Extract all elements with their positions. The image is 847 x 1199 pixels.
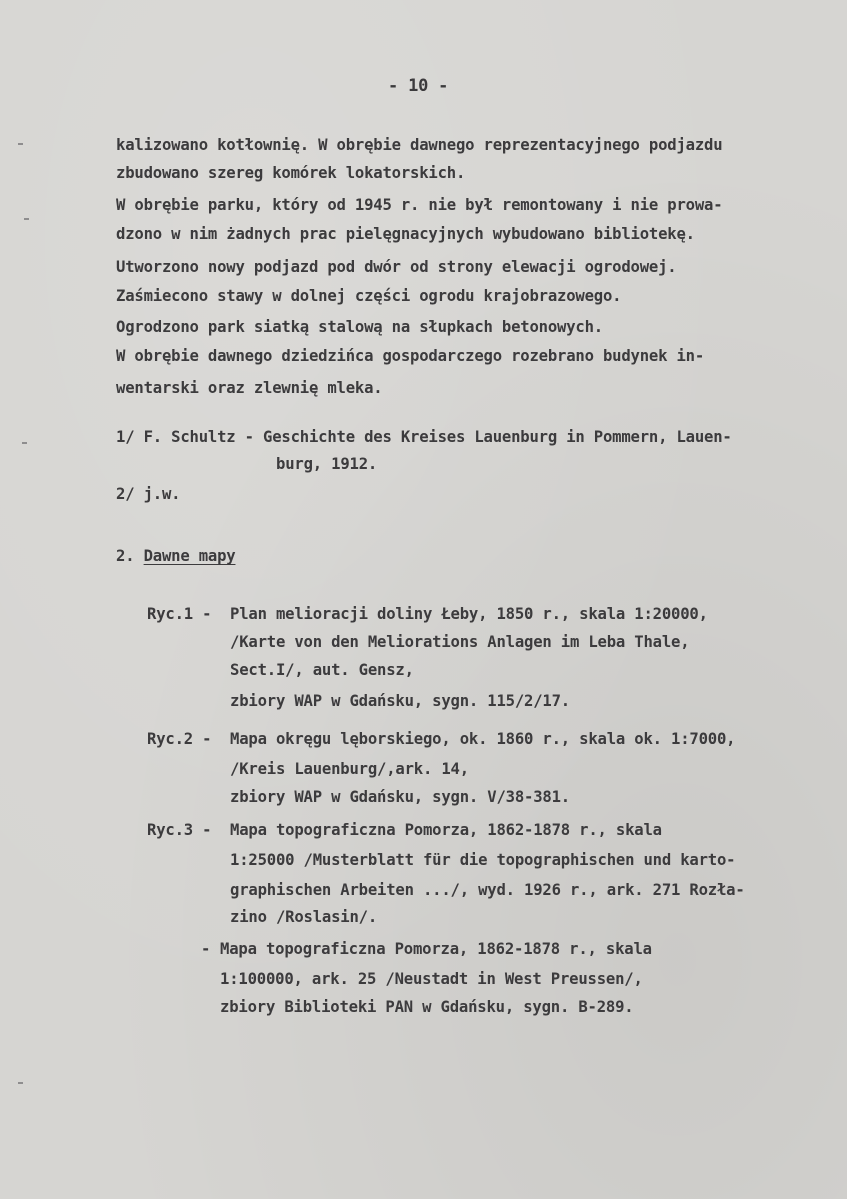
margin-mark: [22, 442, 27, 444]
map-line: zino /Roslasin/.: [230, 908, 378, 926]
map-line: graphischen Arbeiten .../, wyd. 1926 r., ark. 271 Rozła-: [230, 881, 745, 899]
footnote-line: burg, 1912.: [276, 455, 378, 473]
map-line: zbiory WAP w Gdańsku, sygn. 115/2/17.: [230, 692, 570, 710]
margin-mark: [18, 143, 23, 145]
footnote-line: 1/ F. Schultz - Geschichte des Kreises Lauenburg in Pommern, Lauen-: [116, 428, 732, 446]
section-number: 2.: [116, 547, 135, 565]
map-label: Ryc.1 -: [147, 605, 212, 623]
map-line: zbiory Biblioteki PAN w Gdańsku, sygn. B-289.: [220, 998, 634, 1016]
map-line: zbiory WAP w Gdańsku, sygn. V/38-381.: [230, 788, 570, 806]
map-line: Plan melioracji doliny Łeby, 1850 r., skala 1:20000,: [230, 605, 708, 623]
map-line: /Karte von den Meliorations Anlagen im Leba Thale,: [230, 633, 690, 651]
paragraph-line: Ogrodzono park siatką stalową na słupkach betonowych.: [116, 318, 603, 336]
page-number: - 10 -: [388, 76, 449, 96]
paragraph-line: wentarski oraz zlewnię mleka.: [116, 379, 383, 397]
map-label: Ryc.2 -: [147, 730, 212, 748]
section-heading: [116, 547, 235, 565]
map-label: -: [201, 940, 211, 958]
map-line: 1:25000 /Musterblatt für die topographischen und karto-: [230, 851, 736, 869]
map-line: Mapa topograficzna Pomorza, 1862-1878 r., skala: [230, 821, 662, 839]
section-title: Dawne mapy: [143, 547, 236, 565]
map-label: Ryc.3 -: [147, 821, 212, 839]
paragraph-line: W obrębie dawnego dziedzińca gospodarczego rozebrano budynek in-: [116, 347, 705, 365]
map-line: /Kreis Lauenburg/,ark. 14,: [230, 760, 469, 778]
map-line: Mapa okręgu lęborskiego, ok. 1860 r., skala ok. 1:7000,: [230, 730, 736, 748]
paragraph-line: Zaśmiecono stawy w dolnej części ogrodu krajobrazowego.: [116, 287, 622, 305]
paragraph-line: Utworzono nowy podjazd pod dwór od strony elewacji ogrodowej.: [116, 258, 677, 276]
map-line: 1:100000, ark. 25 /Neustadt in West Preussen/,: [220, 970, 643, 988]
footnote-line: 2/ j.w.: [116, 485, 181, 503]
paragraph-line: dzono w nim żadnych prac pielęgnacyjnych wybudowano bibliotekę.: [116, 225, 695, 243]
map-line: Mapa topograficzna Pomorza, 1862-1878 r., skala: [220, 940, 652, 958]
margin-mark: [18, 1082, 23, 1084]
paragraph-line: kalizowano kotłownię. W obrębie dawnego reprezentacyjnego podjazdu: [116, 136, 723, 154]
paragraph-line: W obrębie parku, który od 1945 r. nie był remontowany i nie prowa-: [116, 196, 723, 214]
margin-mark: [24, 218, 29, 220]
paragraph-line: zbudowano szereg komórek lokatorskich.: [116, 164, 466, 182]
map-line: Sect.I/, aut. Gensz,: [230, 661, 414, 679]
